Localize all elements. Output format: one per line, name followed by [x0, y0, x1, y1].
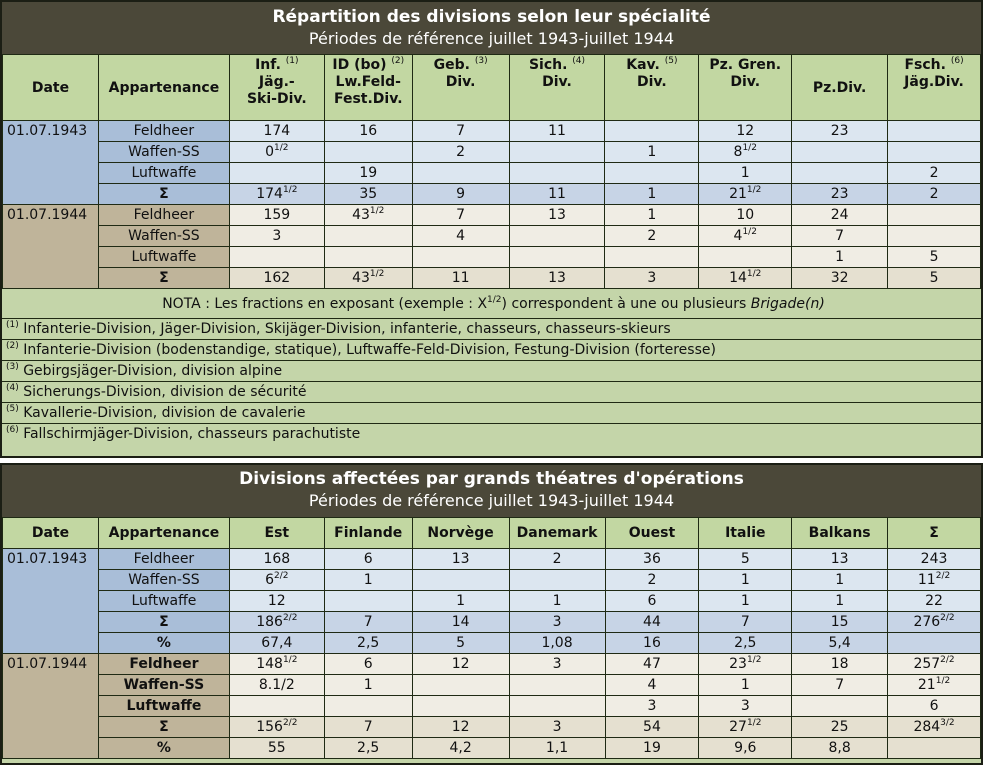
value-cell: [888, 226, 981, 247]
membership-cell: Luftwaffe: [98, 591, 229, 612]
fraction-superscript: 2/2: [940, 655, 955, 665]
value-cell: 10: [699, 205, 792, 226]
value-cell: 18: [792, 654, 888, 675]
value-cell: $174^{1/2}$: [229, 184, 324, 205]
value-cell: 2,5: [324, 738, 412, 759]
value-cell: 5,4: [792, 633, 888, 654]
value-cell: 1: [699, 163, 792, 184]
value-cell: 6: [888, 696, 981, 717]
fraction-superscript: 1/2: [746, 269, 762, 279]
membership-cell: Σ: [98, 268, 229, 289]
value-cell: 12: [412, 654, 509, 675]
theatre-table: [2, 517, 981, 759]
value-cell: 7: [792, 675, 888, 696]
theatre-column-header: Ouest: [605, 518, 699, 549]
value-cell: 9: [412, 184, 509, 205]
value-cell: [888, 142, 981, 163]
footnote-marker: (2): [391, 56, 405, 66]
footnote-marker: (2): [6, 341, 19, 351]
value-cell: 2: [605, 226, 699, 247]
fraction-superscript: 1/2: [746, 655, 762, 665]
theatre-table-subtitle: Périodes de référence juillet 1943-juillet 1944: [308, 491, 675, 510]
value-cell: [699, 247, 792, 268]
value-cell: $6^{2/2}$: [229, 570, 324, 591]
value-cell: [412, 163, 509, 184]
value-cell: 11: [509, 184, 605, 205]
value-cell: 1: [792, 247, 888, 268]
footnote-marker: (6): [6, 425, 19, 435]
value-cell: 1: [792, 591, 888, 612]
membership-cell: Waffen-SS: [98, 142, 229, 163]
value-cell: 3: [605, 268, 699, 289]
value-cell: $27^{1/2}$: [699, 717, 792, 738]
value-cell: 13: [792, 549, 888, 570]
value-cell: $21^{1/2}$: [699, 184, 792, 205]
value-cell: 159: [229, 205, 324, 226]
value-cell: 13: [509, 268, 605, 289]
value-cell: 162: [229, 268, 324, 289]
fraction-superscript: 1/2: [742, 143, 757, 153]
value-cell: 2: [509, 549, 605, 570]
value-cell: 7: [412, 121, 509, 142]
value-cell: 55: [229, 738, 324, 759]
fraction-superscript: 1/2: [274, 143, 289, 153]
membership-cell: Waffen-SS: [98, 570, 229, 591]
fraction-superscript: 1/2: [746, 185, 762, 195]
value-cell: 24: [792, 205, 888, 226]
theatre-table-banner: [2, 465, 981, 517]
value-cell: [792, 163, 888, 184]
value-cell: [888, 633, 981, 654]
theatre-row: [3, 696, 981, 717]
value-cell: $43^{1/2}$: [324, 268, 412, 289]
value-cell: 7: [324, 717, 412, 738]
value-cell: 11: [412, 268, 509, 289]
value-cell: 32: [792, 268, 888, 289]
membership-cell: Feldheer: [98, 121, 229, 142]
value-cell: [509, 696, 605, 717]
value-cell: 2: [605, 570, 699, 591]
value-cell: 1,1: [509, 738, 605, 759]
value-cell: $257^{2/2}$: [888, 654, 981, 675]
footnote-line: $^{(6)}$ Fallschirmjäger-Division, chasseurs parachutiste: [6, 425, 361, 442]
value-cell: 7: [412, 205, 509, 226]
value-cell: [792, 696, 888, 717]
value-cell: 14: [412, 612, 509, 633]
value-cell: 23: [792, 184, 888, 205]
value-cell: 174: [229, 121, 324, 142]
membership-cell: Luftwaffe: [98, 247, 229, 268]
specialty-column-header: Date: [3, 55, 99, 121]
specialty-table-title: Répartition des divisions selon leur spécialité: [272, 7, 711, 27]
fraction-superscript: 2/2: [935, 571, 951, 581]
specialty-column-header: Kav. $^{(5)}$ Div.: [605, 55, 699, 121]
footnote-line: $^{(1)}$ Infanterie-Division, Jäger-Division, Skijäger-Division, infanterie, chasseurs, chasseurs-skieurs: [2, 319, 981, 340]
value-cell: [509, 163, 605, 184]
specialty-column-header: Sich. $^{(4)}$ Div.: [509, 55, 605, 121]
footnote-marker: (1): [6, 320, 19, 330]
theatre-row: [3, 591, 981, 612]
value-cell: 22: [888, 591, 981, 612]
value-cell: 2,5: [324, 633, 412, 654]
value-cell: $43^{1/2}$: [324, 205, 412, 226]
value-cell: $4^{1/2}$: [699, 226, 792, 247]
value-cell: [412, 247, 509, 268]
footnote-line: $^{(2)}$ Infanterie-Division (bodenstandige, statique), Luftwaffe-Feld-Division, Festung-Division (forteresse): [2, 340, 981, 361]
value-cell: 8,8: [792, 738, 888, 759]
footnote-marker: (5): [6, 404, 19, 414]
membership-cell: Feldheer: [98, 549, 229, 570]
value-cell: 67,4: [229, 633, 324, 654]
fraction-superscript: 1/2: [369, 206, 385, 216]
value-cell: 13: [412, 549, 509, 570]
value-cell: 3: [509, 717, 605, 738]
value-cell: [324, 696, 412, 717]
value-cell: [509, 675, 605, 696]
value-cell: 5: [888, 268, 981, 289]
theatre-row: [3, 738, 981, 759]
value-cell: $23^{1/2}$: [699, 654, 792, 675]
specialty-header-row: [3, 55, 981, 121]
value-cell: 8.1/2: [229, 675, 324, 696]
value-cell: [229, 696, 324, 717]
value-cell: $186^{2/2}$: [229, 612, 324, 633]
value-cell: 1: [509, 591, 605, 612]
value-cell: $0^{1/2}$: [229, 142, 324, 163]
value-cell: 12: [229, 591, 324, 612]
value-cell: 16: [324, 121, 412, 142]
value-cell: [412, 675, 509, 696]
value-cell: [324, 591, 412, 612]
specialty-row: [3, 163, 981, 184]
membership-cell: Waffen-SS: [98, 226, 229, 247]
specialty-column-header: Geb. $^{(3)}$ Div.: [412, 55, 509, 121]
value-cell: 35: [324, 184, 412, 205]
specialty-row: [3, 205, 981, 226]
fraction-superscript: 1/2: [742, 227, 757, 237]
value-cell: 2,5: [699, 633, 792, 654]
membership-cell: Feldheer: [98, 654, 229, 675]
footnote-line: $^{(4)}$ Sicherungs-Division, division de sécurité: [2, 382, 981, 403]
value-cell: $148^{1/2}$: [229, 654, 324, 675]
fraction-superscript: 2/2: [282, 613, 298, 623]
value-cell: 4,2: [412, 738, 509, 759]
theatre-table-body: [3, 549, 981, 759]
footnote-line: $^{(5)}$ Kavallerie-Division, division de cavalerie: [2, 403, 981, 424]
fraction-superscript: 1/2: [282, 655, 298, 665]
value-cell: 19: [605, 738, 699, 759]
specialty-row: [3, 142, 981, 163]
value-cell: 1,08: [509, 633, 605, 654]
specialty-column-header: Appartenance: [98, 55, 229, 121]
value-cell: 2: [888, 184, 981, 205]
value-cell: 13: [509, 205, 605, 226]
value-cell: 1: [699, 570, 792, 591]
theatre-table-title: Divisions affectées par grands théatres d'opérations: [239, 469, 744, 489]
theatre-row: [3, 549, 981, 570]
theatre-column-header: Balkans: [792, 518, 888, 549]
value-cell: [888, 121, 981, 142]
date-cell: 01.07.1943: [3, 121, 99, 205]
fraction-superscript: 1/2: [282, 185, 298, 195]
value-cell: 5: [412, 633, 509, 654]
specialty-table-header: [3, 55, 981, 121]
value-cell: $156^{2/2}$: [229, 717, 324, 738]
specialty-table-body: [3, 121, 981, 289]
value-cell: 3: [229, 226, 324, 247]
value-cell: 7: [792, 226, 888, 247]
membership-cell: Σ: [98, 612, 229, 633]
theatre-column-header: Est: [229, 518, 324, 549]
value-cell: 19: [324, 163, 412, 184]
fraction-superscript: 3/2: [940, 718, 955, 728]
value-cell: 47: [605, 654, 699, 675]
value-cell: [888, 205, 981, 226]
specialty-row: [3, 247, 981, 268]
value-cell: 36: [605, 549, 699, 570]
footnote-line: $^{(3)}$ Gebirgsjäger-Division, division alpine: [2, 361, 981, 382]
theatre-column-header: Danemark: [509, 518, 605, 549]
value-cell: [509, 142, 605, 163]
value-cell: [605, 163, 699, 184]
theatre-table-header: [3, 518, 981, 549]
footnote-marker: (6): [950, 56, 964, 66]
value-cell: 5: [699, 549, 792, 570]
theatre-row: [3, 570, 981, 591]
value-cell: 1: [605, 142, 699, 163]
value-cell: 44: [605, 612, 699, 633]
membership-cell: Feldheer: [98, 205, 229, 226]
value-cell: 1: [412, 591, 509, 612]
fraction-superscript: 1/2: [369, 269, 385, 279]
footnote-marker: (4): [572, 56, 586, 66]
specialty-table-subtitle: Périodes de référence juillet 1943-juillet 1944: [308, 29, 675, 48]
value-cell: 1: [792, 570, 888, 591]
theatre-column-header: Italie: [699, 518, 792, 549]
value-cell: 6: [324, 549, 412, 570]
membership-cell: Σ: [98, 184, 229, 205]
nota-italic: Brigade(n): [750, 296, 825, 312]
value-cell: 9,6: [699, 738, 792, 759]
value-cell: [888, 738, 981, 759]
theatre-row: [3, 717, 981, 738]
footnote-marker: (3): [6, 362, 19, 372]
footnote-marker: (3): [474, 56, 488, 66]
value-cell: [324, 247, 412, 268]
date-cell: 01.07.1943: [3, 549, 99, 654]
value-cell: $284^{3/2}$: [888, 717, 981, 738]
value-cell: 23: [792, 121, 888, 142]
value-cell: [792, 142, 888, 163]
footnote-marker: (1): [285, 56, 299, 66]
theatre-column-header: Σ: [888, 518, 981, 549]
value-cell: $11^{2/2}$: [888, 570, 981, 591]
value-cell: 2: [888, 163, 981, 184]
specialty-table: [2, 54, 981, 289]
theatre-row: [3, 612, 981, 633]
specialty-column-header: Inf. $^{(1)}$ Jäg.- Ski-Div.: [229, 55, 324, 121]
value-cell: [324, 226, 412, 247]
value-cell: $14^{1/2}$: [699, 268, 792, 289]
value-cell: 1: [324, 570, 412, 591]
value-cell: 1: [605, 205, 699, 226]
specialty-column-header: Pz.Div.: [792, 55, 888, 121]
value-cell: 6: [605, 591, 699, 612]
theatre-table-panel: [0, 463, 983, 765]
nota-line: NOTA : Les fractions en exposant (exemple : $X^{1/2}$) correspondent à une ou plusieurs Brigade(n): [2, 289, 981, 319]
value-cell: 4: [412, 226, 509, 247]
specialty-table-notes: [2, 289, 981, 445]
value-cell: 12: [412, 717, 509, 738]
value-cell: 5: [888, 247, 981, 268]
value-cell: 168: [229, 549, 324, 570]
value-cell: [509, 570, 605, 591]
membership-cell: Waffen-SS: [98, 675, 229, 696]
value-cell: [324, 142, 412, 163]
value-cell: [509, 247, 605, 268]
specialty-row: [3, 226, 981, 247]
membership-cell: %: [98, 738, 229, 759]
value-cell: 7: [324, 612, 412, 633]
value-cell: 6: [324, 654, 412, 675]
value-cell: 16: [605, 633, 699, 654]
theatre-column-header: Appartenance: [98, 518, 229, 549]
fraction-superscript: 2/2: [940, 613, 955, 623]
footnote-marker: (5): [664, 56, 678, 66]
specialty-table-banner: [2, 2, 981, 54]
value-cell: 3: [509, 654, 605, 675]
value-cell: [229, 163, 324, 184]
value-cell: [605, 247, 699, 268]
theatre-column-header: Norvège: [412, 518, 509, 549]
date-cell: 01.07.1944: [3, 205, 99, 289]
theatre-row: [3, 654, 981, 675]
membership-cell: Luftwaffe: [98, 163, 229, 184]
value-cell: 3: [605, 696, 699, 717]
value-cell: 3: [699, 696, 792, 717]
specialty-column-header: Pz. Gren. Div.: [699, 55, 792, 121]
value-cell: 1: [699, 675, 792, 696]
value-cell: 4: [605, 675, 699, 696]
value-cell: 243: [888, 549, 981, 570]
value-cell: $276^{2/2}$: [888, 612, 981, 633]
fraction-superscript: 1/2: [935, 676, 951, 686]
fraction-superscript: 1/2: [487, 295, 502, 305]
value-cell: $21^{1/2}$: [888, 675, 981, 696]
value-cell: [509, 226, 605, 247]
value-cell: $8^{1/2}$: [699, 142, 792, 163]
value-cell: 1: [605, 184, 699, 205]
fraction-superscript: 2/2: [274, 571, 289, 581]
value-cell: 3: [509, 612, 605, 633]
fraction-superscript: 2/2: [282, 718, 298, 728]
value-cell: 54: [605, 717, 699, 738]
value-cell: 25: [792, 717, 888, 738]
membership-cell: %: [98, 633, 229, 654]
specialty-row: [3, 268, 981, 289]
specialty-row: [3, 121, 981, 142]
value-cell: [229, 247, 324, 268]
value-cell: 1: [699, 591, 792, 612]
theatre-header-row: [3, 518, 981, 549]
theatre-row: [3, 633, 981, 654]
value-cell: 11: [509, 121, 605, 142]
value-cell: 7: [699, 612, 792, 633]
membership-cell: Luftwaffe: [98, 696, 229, 717]
fraction-superscript: 1/2: [746, 718, 762, 728]
value-cell: 1: [324, 675, 412, 696]
value-cell: 12: [699, 121, 792, 142]
value-cell: [412, 696, 509, 717]
value-cell: [412, 570, 509, 591]
specialty-column-header: Fsch. $^{(6)}$ Jäg.Div.: [888, 55, 981, 121]
date-cell: 01.07.1944: [3, 654, 99, 759]
theatre-column-header: Date: [3, 518, 99, 549]
theatre-row: [3, 675, 981, 696]
value-cell: 2: [412, 142, 509, 163]
value-cell: [605, 121, 699, 142]
specialty-column-header: ID (bo) $^{(2)}$ Lw.Feld- Fest.Div.: [324, 55, 412, 121]
footnote-marker: (4): [6, 383, 19, 393]
specialty-row: [3, 184, 981, 205]
theatre-column-header: Finlande: [324, 518, 412, 549]
value-cell: 15: [792, 612, 888, 633]
membership-cell: Σ: [98, 717, 229, 738]
